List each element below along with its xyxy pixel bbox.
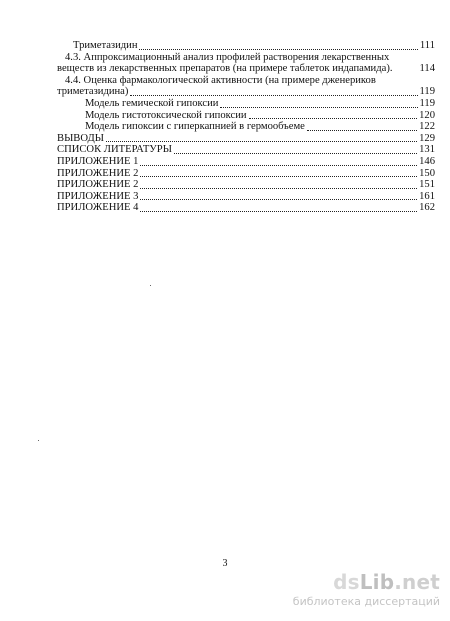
- toc-entry-title-line: веществ из лекарственных препаратов (на примере таблеток индапамида).: [57, 63, 393, 75]
- toc-entry: [57, 52, 435, 75]
- toc-entry-page: 151: [419, 179, 435, 191]
- toc-entry: [57, 75, 435, 98]
- dot-leader: [140, 175, 417, 177]
- page-number: 3: [222, 558, 228, 569]
- toc-entry-page: 120: [419, 109, 435, 121]
- toc-entry-page: 111: [419, 40, 435, 51]
- toc-entry-page: 122: [419, 121, 435, 133]
- toc-entry: [57, 191, 435, 203]
- dot-leader: [140, 210, 417, 212]
- dot-leader: [140, 164, 417, 166]
- toc-entry-title: Триметазидин: [73, 40, 138, 51]
- toc-entry: [57, 179, 435, 191]
- toc-entry-page: 146: [419, 155, 435, 167]
- dot-leader: [130, 94, 417, 96]
- dot-leader: [106, 140, 417, 142]
- toc-entry: [57, 144, 435, 156]
- toc-entry: [57, 133, 435, 145]
- toc-entry-title: ВЫВОДЫ: [57, 132, 104, 144]
- toc-entry-title: ПРИЛОЖЕНИЕ 2: [57, 179, 139, 191]
- table-of-contents: [57, 40, 435, 214]
- watermark-subtitle: библиотека диссертаций: [292, 595, 440, 608]
- scan-speck: [38, 440, 39, 441]
- toc-entry-title: ПРИЛОЖЕНИЕ 1: [57, 155, 139, 167]
- dot-leader: [174, 152, 417, 154]
- toc-entry-title: Модель гемической гипоксии: [85, 97, 219, 109]
- toc-entry: [57, 202, 435, 214]
- toc-entry-page: 119: [419, 86, 435, 98]
- dot-leader: [249, 117, 418, 119]
- toc-entry-page: 161: [419, 190, 435, 202]
- toc-entry: [57, 40, 435, 52]
- toc-entry-page: 162: [419, 202, 435, 214]
- toc-entry-title: Модель гипоксии с гиперкапнией в гермообъеме: [85, 121, 305, 133]
- dot-leader: [307, 129, 417, 131]
- dot-leader: [220, 106, 417, 108]
- toc-entry-page: 129: [419, 132, 435, 144]
- toc-entry-title-line: триметазидина): [57, 86, 129, 98]
- toc-entry-page: 114: [419, 63, 435, 75]
- toc-entry: [57, 110, 435, 122]
- scan-speck: [150, 285, 151, 286]
- dot-leader: [140, 187, 417, 189]
- toc-entry: [57, 98, 435, 110]
- dot-leader: [140, 198, 417, 200]
- toc-entry-title: СПИСОК ЛИТЕРАТУРЫ: [57, 144, 172, 156]
- toc-entry-title-line: 4.4. Оценка фармакологической активности (на примере дженериков: [65, 74, 376, 86]
- toc-entry-page: 150: [419, 167, 435, 179]
- toc-entry-page: 131: [419, 144, 435, 156]
- toc-entry-title: ПРИЛОЖЕНИЕ 3: [57, 190, 139, 202]
- watermark-logo: dsLib.net: [333, 570, 440, 594]
- toc-entry-title: ПРИЛОЖЕНИЕ 2: [57, 167, 139, 179]
- watermark: [270, 570, 440, 608]
- toc-entry-page: 119: [419, 97, 435, 109]
- toc-entry-title: ПРИЛОЖЕНИЕ 4: [57, 202, 139, 214]
- toc-entry-title: Модель гистотоксической гипоксии: [85, 109, 247, 121]
- toc-entry: [57, 168, 435, 180]
- toc-entry-title-line: 4.3. Аппроксимационный анализ профилей растворения лекарственных: [65, 51, 390, 63]
- toc-entry: [57, 121, 435, 133]
- dot-leader: [139, 48, 417, 50]
- toc-entry: [57, 156, 435, 168]
